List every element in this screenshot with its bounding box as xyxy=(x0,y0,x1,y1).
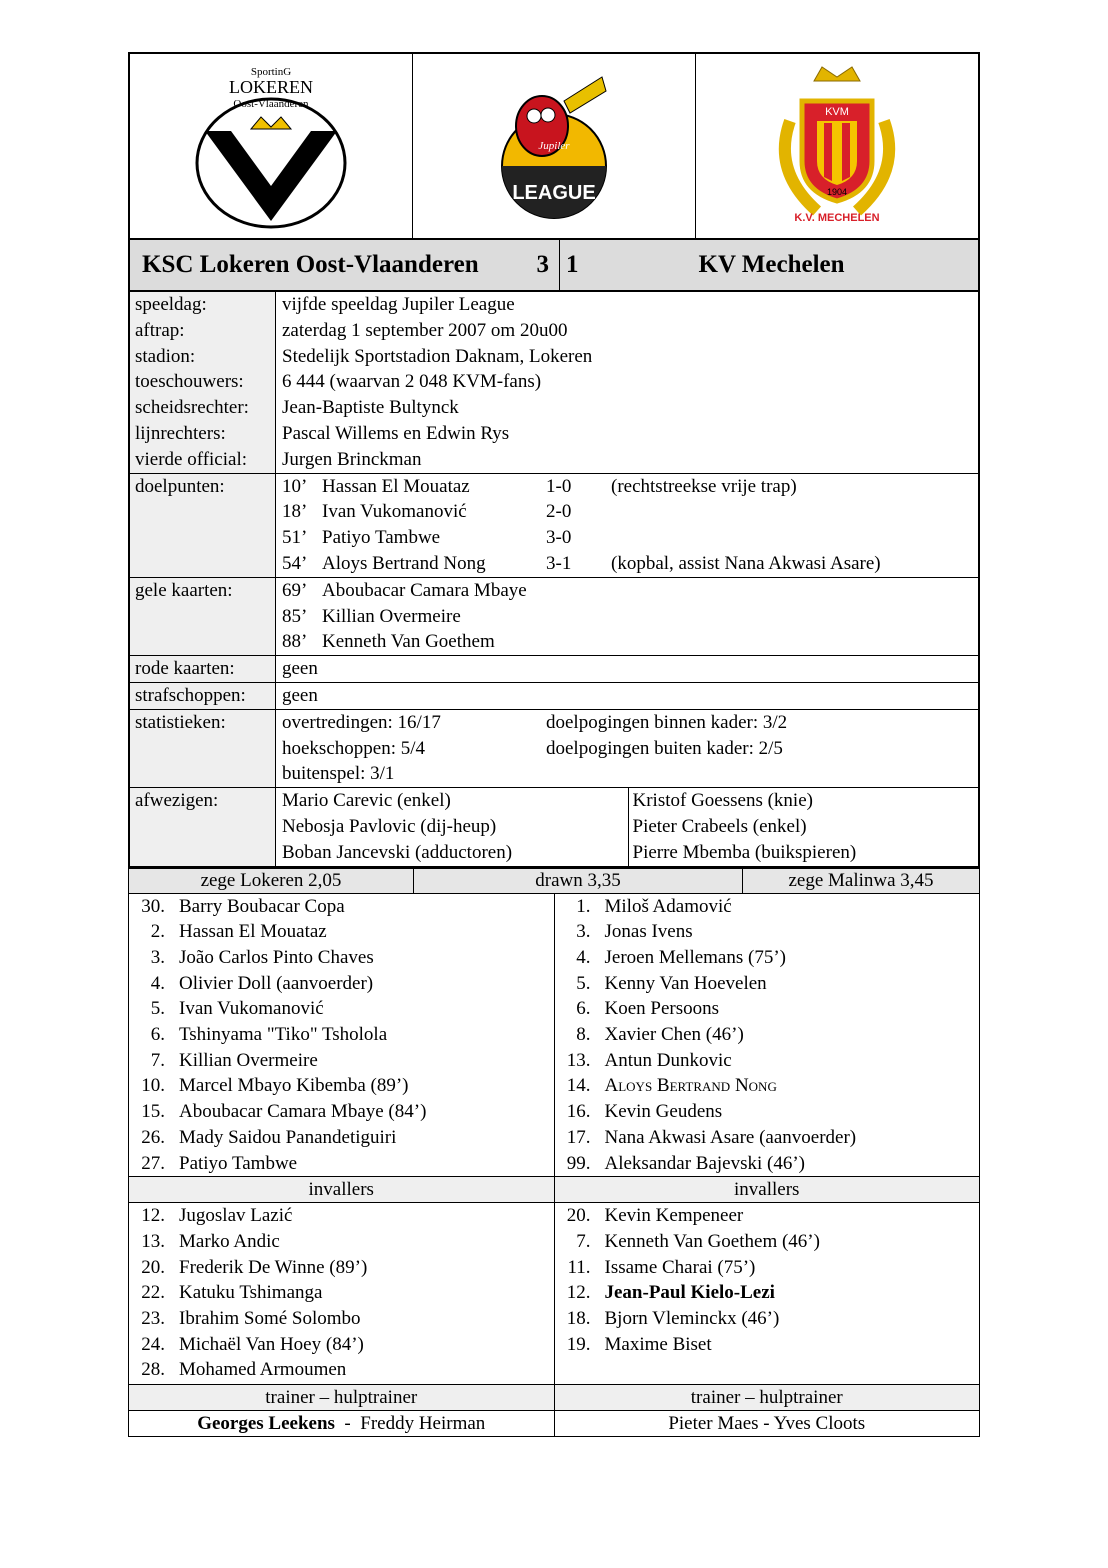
player-name: Marko Andic xyxy=(179,1230,280,1252)
label-speeldag: speeldag: xyxy=(135,294,207,315)
goals-section xyxy=(130,474,978,578)
player-name: Issame Charai (75’) xyxy=(604,1256,756,1278)
lokeren-logo-cell xyxy=(130,54,413,238)
player-name: Jonas Ivens xyxy=(604,921,693,943)
home-substitutes xyxy=(129,1203,554,1384)
logo-text-1: SportinG xyxy=(250,66,292,78)
player-row xyxy=(555,1306,980,1332)
player-row xyxy=(555,1280,980,1306)
substitutes xyxy=(128,1203,980,1385)
label-stadion: stadion: xyxy=(135,345,196,367)
player-number: 26. xyxy=(141,1126,165,1148)
trainer-separator: - xyxy=(334,1412,361,1434)
lokeren-logo xyxy=(191,61,351,231)
player-row xyxy=(129,1073,554,1099)
player-name: Kevin Kempeneer xyxy=(604,1205,744,1227)
player-number: 14. xyxy=(566,1075,591,1097)
player-number: 7. xyxy=(150,1049,165,1071)
label-yellow: gele kaarten: xyxy=(130,578,276,655)
player-row xyxy=(555,996,980,1022)
label-vierde: vierde official: xyxy=(135,448,248,470)
player-row xyxy=(129,1280,554,1306)
home-goals: 3 xyxy=(536,251,549,278)
player-name: Aloys Bertrand Nong xyxy=(604,1075,777,1097)
player-row xyxy=(555,1022,980,1048)
label-goals: doelpunten: xyxy=(130,474,276,577)
player-row xyxy=(555,894,980,920)
player-number: 22. xyxy=(141,1282,165,1304)
red-value: geen xyxy=(282,658,318,680)
away-substitutes xyxy=(554,1203,980,1384)
stat-off-target: doelpogingen buiten kader: 2/5 xyxy=(546,737,783,759)
player-name: Jugoslav Lazić xyxy=(179,1205,293,1227)
player-row xyxy=(129,1332,554,1358)
absent-home xyxy=(276,788,628,865)
player-name: Nana Akwasi Asare (aanvoerder) xyxy=(604,1126,857,1148)
player-number: 30. xyxy=(141,895,165,917)
trainer-header xyxy=(128,1385,980,1411)
yellow-cards-section xyxy=(130,578,978,656)
player-number: 5. xyxy=(150,998,165,1020)
player-row xyxy=(129,1022,554,1048)
player-row xyxy=(555,1229,980,1255)
absent-player: Mario Carevic (enkel) xyxy=(282,790,451,812)
player-number: 6. xyxy=(150,1024,165,1046)
kvm-letters: KVM xyxy=(825,106,849,118)
trainer-row xyxy=(128,1411,980,1437)
player-row xyxy=(555,919,980,945)
player-number: 11. xyxy=(567,1256,591,1278)
vierde-value: Jurgen Brinckman xyxy=(282,448,422,470)
away-trainer-label: trainer – hulptrainer xyxy=(554,1385,980,1410)
player-number: 20. xyxy=(566,1205,591,1227)
home-subs-label: invallers xyxy=(308,1178,374,1200)
player-number: 2. xyxy=(150,921,165,943)
card-row: 85’ Killian Overmeire xyxy=(282,605,461,627)
player-row xyxy=(129,894,554,920)
odds-draw: drawn 3,35 xyxy=(414,869,743,893)
player-number: 99. xyxy=(566,1152,591,1174)
player-row xyxy=(555,1203,980,1229)
player-name: Jeroen Mellemans (75’) xyxy=(604,946,786,968)
player-name: Aboubacar Camara Mbaye (84’) xyxy=(179,1101,427,1123)
label-lijnrechters: lijnrechters: xyxy=(135,422,226,444)
player-number: 15. xyxy=(141,1101,165,1123)
match-info xyxy=(128,292,980,868)
away-lineup xyxy=(554,894,980,1177)
red-cards-section xyxy=(130,656,978,683)
player-number: 18. xyxy=(566,1308,591,1330)
home-assistant-trainer: Freddy Heirman xyxy=(360,1412,486,1434)
stats-section xyxy=(130,710,978,788)
player-number: 10. xyxy=(141,1075,165,1097)
player-row xyxy=(129,945,554,971)
player-row xyxy=(129,1229,554,1255)
player-number: 4. xyxy=(576,946,591,968)
player-number: 6. xyxy=(576,998,591,1020)
scheidsrechter-value: Jean-Baptiste Bultynck xyxy=(282,397,459,419)
player-name: Katuku Tshimanga xyxy=(179,1282,323,1304)
player-number: 8. xyxy=(576,1024,591,1046)
absent-player: Pierre Mbemba (buikspieren) xyxy=(632,841,857,863)
absent-section xyxy=(130,788,978,865)
odds-away: zege Malinwa 3,45 xyxy=(788,869,934,891)
home-head-trainer: Georges Leekens xyxy=(197,1412,335,1434)
label-toeschouwers: toeschouwers: xyxy=(135,371,244,393)
match-sheet xyxy=(128,52,980,1437)
card-row: 69’ Aboubacar Camara Mbaye xyxy=(282,579,527,601)
player-row xyxy=(129,1048,554,1074)
player-number: 13. xyxy=(141,1230,165,1252)
label-penalties: strafschoppen: xyxy=(130,683,276,709)
goal-row: 54’ Aloys Bertrand Nong 3-1 (kopbal, assist Nana Akwasi Asare) xyxy=(282,552,881,574)
away-score-cell xyxy=(560,240,978,290)
absent-player: Kristof Goessens (knie) xyxy=(632,790,813,812)
subs-header xyxy=(128,1177,980,1203)
player-name: Killian Overmeire xyxy=(179,1049,318,1071)
score-bar xyxy=(128,238,980,292)
home-lineup xyxy=(129,894,554,1177)
absent-away xyxy=(628,788,979,865)
player-name: Jean-Paul Kielo-Lezi xyxy=(604,1282,775,1304)
away-goals: 1 xyxy=(566,251,579,278)
player-row xyxy=(555,1125,980,1151)
player-number: 17. xyxy=(566,1126,591,1148)
player-row xyxy=(555,1332,980,1358)
label-aftrap: aftrap: xyxy=(135,319,185,341)
player-row xyxy=(555,945,980,971)
stat-on-target: doelpogingen binnen kader: 3/2 xyxy=(546,711,788,733)
stat-corners: hoekschoppen: 5/4 xyxy=(282,737,426,759)
absent-player: Nebosja Pavlovic (dij-heup) xyxy=(282,815,497,837)
goal-row: 51’ Patiyo Tambwe 3-0 xyxy=(282,527,572,549)
player-number: 13. xyxy=(566,1049,591,1071)
absent-player: Boban Jancevski (adductoren) xyxy=(282,841,513,863)
label-red: rode kaarten: xyxy=(130,656,276,682)
goal-row: 18’ Ivan Vukomanović 2-0 xyxy=(282,501,572,523)
player-row xyxy=(129,1099,554,1125)
player-name: Ibrahim Somé Solombo xyxy=(179,1308,361,1330)
player-row xyxy=(129,1125,554,1151)
penalties-value: geen xyxy=(282,684,318,706)
player-name: Hassan El Mouataz xyxy=(179,921,327,943)
player-number: 23. xyxy=(141,1308,165,1330)
player-row xyxy=(555,1048,980,1074)
league-logo-brand: Jupiler xyxy=(538,140,570,152)
away-subs-label: invallers xyxy=(554,1177,980,1202)
logo-row xyxy=(128,52,980,238)
logo-text-3: Oost-Vlaanderen xyxy=(233,98,309,110)
league-logo-cell xyxy=(413,54,696,238)
home-score-cell xyxy=(130,240,560,290)
player-name: Tshinyama "Tiko" Tsholola xyxy=(179,1024,388,1046)
kvm-name: K.V. MECHELEN xyxy=(794,212,880,224)
player-name: Mohamed Armoumen xyxy=(179,1359,347,1381)
player-row xyxy=(555,1073,980,1099)
player-row xyxy=(555,1255,980,1281)
player-name: Ivan Vukomanović xyxy=(179,998,324,1020)
label-scheidsrechter: scheidsrechter: xyxy=(135,397,249,419)
lijnrechters-value: Pascal Willems en Edwin Rys xyxy=(282,422,510,444)
player-name: João Carlos Pinto Chaves xyxy=(179,946,374,968)
player-number: 4. xyxy=(150,972,165,994)
player-row xyxy=(555,1151,980,1177)
goal-row: 10’ Hassan El Mouataz 1-0 (rechtstreekse vrije trap) xyxy=(282,475,797,497)
player-name: Aleksandar Bajevski (46’) xyxy=(604,1152,805,1174)
odds-bar xyxy=(128,868,980,894)
player-number: 24. xyxy=(141,1333,165,1355)
player-row xyxy=(129,971,554,997)
player-name: Patiyo Tambwe xyxy=(179,1152,298,1174)
player-number: 5. xyxy=(576,972,591,994)
player-number: 16. xyxy=(566,1101,591,1123)
player-name: Xavier Chen (46’) xyxy=(604,1024,744,1046)
player-row xyxy=(129,1306,554,1332)
jupiler-league-logo xyxy=(484,71,624,221)
stat-offside: buitenspel: 3/1 xyxy=(282,763,395,785)
player-name: Kenny Van Hoevelen xyxy=(604,972,767,994)
player-row xyxy=(129,996,554,1022)
player-name: Mady Saidou Panandetiguiri xyxy=(179,1126,397,1148)
penalties-section xyxy=(130,683,978,710)
kv-mechelen-logo xyxy=(762,61,912,231)
player-number: 1. xyxy=(576,895,591,917)
player-name: Maxime Biset xyxy=(604,1333,712,1355)
player-row xyxy=(129,1203,554,1229)
player-name: Miloš Adamović xyxy=(604,895,732,917)
player-name: Marcel Mbayo Kibemba (89’) xyxy=(179,1075,409,1097)
speeldag-value: vijfde speeldag Jupiler League xyxy=(282,294,515,315)
mechelen-logo-cell xyxy=(696,54,978,238)
player-number: 3. xyxy=(576,921,591,943)
lineups xyxy=(128,894,980,1178)
stat-fouls: overtredingen: 16/17 xyxy=(282,711,441,733)
player-number: 3. xyxy=(150,946,165,968)
player-name: Kevin Geudens xyxy=(604,1101,723,1123)
away-trainers: Pieter Maes - Yves Cloots xyxy=(554,1411,980,1436)
player-row xyxy=(555,1099,980,1125)
home-trainer-label: trainer – hulptrainer xyxy=(265,1386,418,1408)
home-trainers xyxy=(129,1411,554,1436)
player-name: Barry Boubacar Copa xyxy=(179,895,345,917)
kvm-year: 1904 xyxy=(826,187,848,197)
player-row xyxy=(129,1151,554,1177)
player-name: Frederik De Winne (89’) xyxy=(179,1256,368,1278)
player-name: Koen Persoons xyxy=(604,998,720,1020)
player-number: 20. xyxy=(141,1256,165,1278)
player-row xyxy=(129,1357,554,1383)
toeschouwers-value: 6 444 (waarvan 2 048 KVM-fans) xyxy=(282,371,542,393)
player-number: 28. xyxy=(141,1359,165,1381)
stadion-value: Stedelijk Sportstadion Daknam, Lokeren xyxy=(282,345,593,367)
player-name: Bjorn Vleminckx (46’) xyxy=(604,1308,780,1330)
player-number: 12. xyxy=(566,1282,591,1304)
player-name: Olivier Doll (aanvoerder) xyxy=(179,972,374,994)
logo-text-2: LOKEREN xyxy=(229,77,313,97)
absent-player: Pieter Crabeels (enkel) xyxy=(632,815,807,837)
league-logo-word: LEAGUE xyxy=(512,182,596,204)
player-row xyxy=(555,971,980,997)
player-row xyxy=(129,1255,554,1281)
home-team-name: KSC Lokeren Oost-Vlaanderen xyxy=(142,251,479,278)
general-info xyxy=(130,292,978,474)
player-number: 19. xyxy=(566,1333,591,1355)
player-name: Kenneth Van Goethem (46’) xyxy=(604,1230,820,1252)
player-number: 7. xyxy=(576,1230,591,1252)
player-name: Michaël Van Hoey (84’) xyxy=(179,1333,364,1355)
label-absent: afwezigen: xyxy=(130,788,276,865)
player-number: 12. xyxy=(141,1205,165,1227)
aftrap-value: zaterdag 1 september 2007 om 20u00 xyxy=(282,319,568,341)
label-stats: statistieken: xyxy=(130,710,276,787)
away-team-name: KV Mechelen xyxy=(698,251,845,278)
player-number: 27. xyxy=(141,1152,165,1174)
player-row xyxy=(129,919,554,945)
card-row: 88’ Kenneth Van Goethem xyxy=(282,631,495,653)
odds-home: zege Lokeren 2,05 xyxy=(129,869,414,893)
player-name: Antun Dunkovic xyxy=(604,1049,732,1071)
